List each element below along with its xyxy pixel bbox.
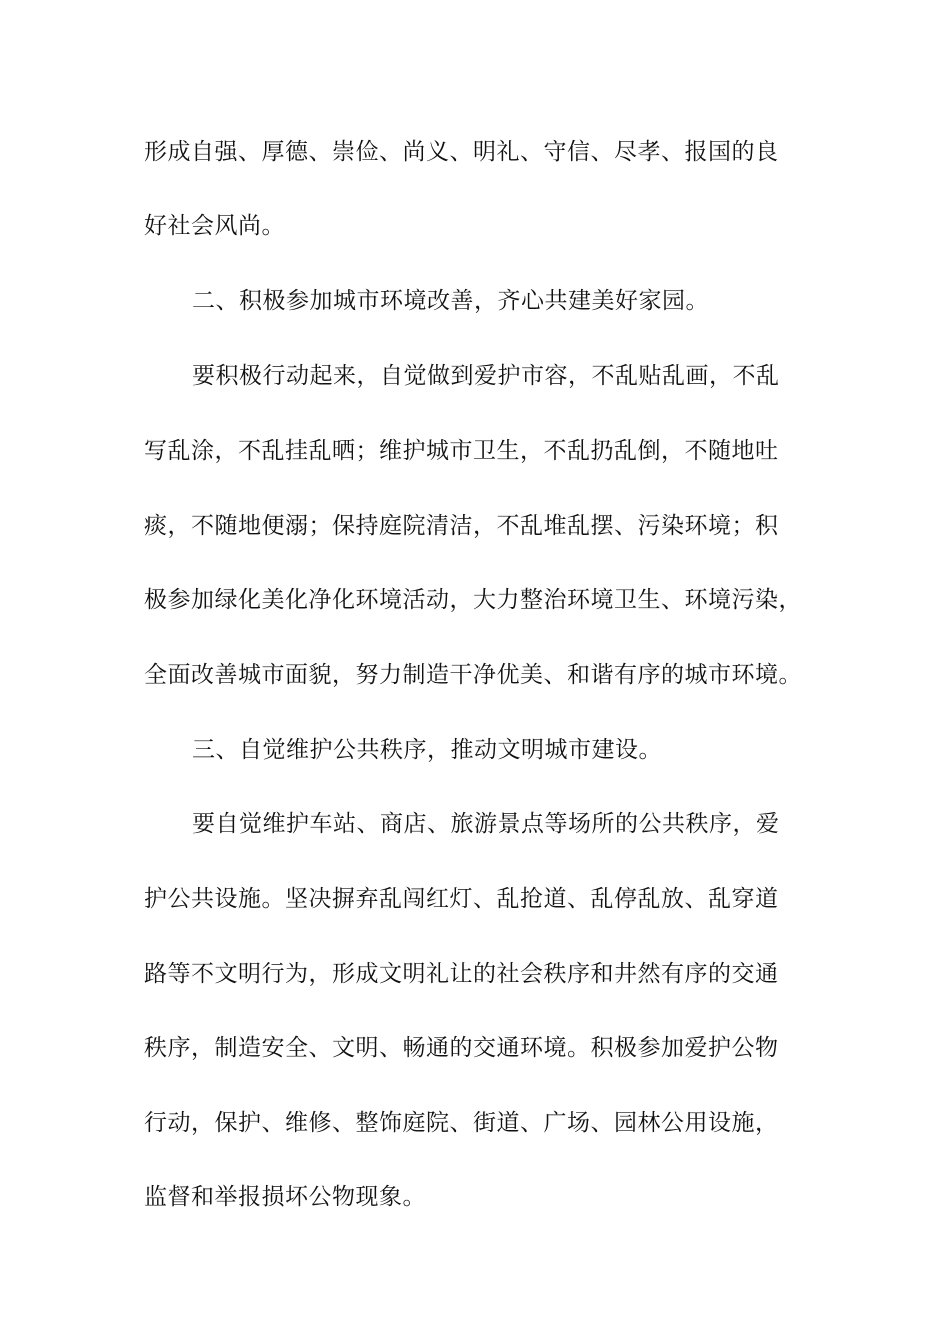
paragraph-line: 形成自强、厚德、崇俭、尚义、明礼、守信、尽孝、报国的良 [144,139,779,165]
paragraph-line: 要积极行动起来，自觉做到爱护市容，不乱贴乱画，不乱 [192,363,780,389]
paragraph-line: 写乱涂，不乱挂乱晒；维护城市卫生，不乱扔乱倒，不随地吐 [144,438,779,464]
paragraph-line: 路等不文明行为，形成文明礼让的社会秩序和井然有序的交通 [144,961,779,987]
paragraph-line: 护公共设施。坚决摒弃乱闯红灯、乱抢道、乱停乱放、乱穿道 [144,886,779,912]
paragraph-line: 秩序，制造安全、文明、畅通的交通环境。积极参加爱护公物 [144,1035,779,1061]
paragraph-line: 行动，保护、维修、整饰庭院、街道、广场、园林公用设施， [144,1110,779,1136]
paragraph-line: 全面改善城市面貌，努力制造干净优美、和谐有序的城市环境。 [144,662,802,688]
paragraph-line: 好社会风尚。 [144,213,285,239]
paragraph-line: 监督和举报损坏公物现象。 [144,1184,426,1210]
section-heading: 三、自觉维护公共秩序，推动文明城市建设。 [192,737,662,763]
section-heading: 二、积极参加城市环境改善，齐心共建美好家园。 [192,288,709,314]
paragraph-line: 要自觉维护车站、商店、旅游景点等场所的公共秩序，爱 [192,811,780,837]
paragraph-line: 痰，不随地便溺；保持庭院清洁，不乱堆乱摆、污染环境；积 [144,513,779,539]
paragraph-line: 极参加绿化美化净化环境活动，大力整治环境卫生、环境污染， [144,587,802,613]
